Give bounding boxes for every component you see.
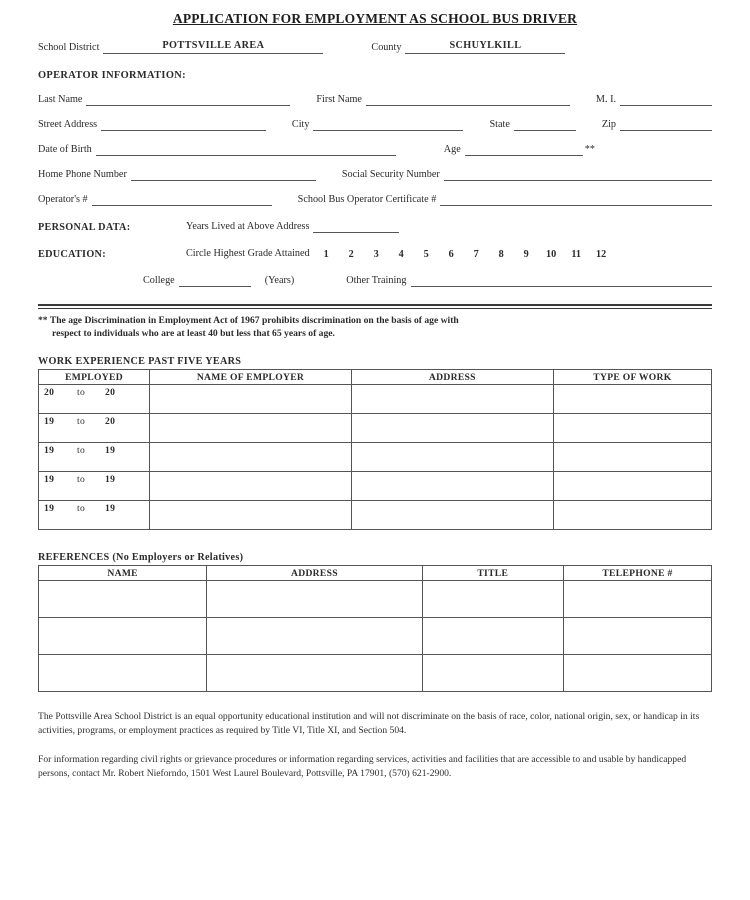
employer-name-cell[interactable] (150, 414, 352, 443)
type-of-work-cell[interactable] (553, 472, 711, 501)
year-from-prefix: 19 (44, 503, 55, 514)
reference-telephone-cell[interactable] (563, 618, 711, 655)
grade-option-12[interactable]: 12 (596, 249, 607, 260)
college-training-row (38, 275, 712, 287)
age-discrimination-note (38, 314, 712, 340)
operators-number-label: Operator's # (38, 194, 88, 205)
column-header-title: TITLE (422, 566, 563, 581)
other-training-input[interactable] (411, 275, 713, 287)
zip-input[interactable] (620, 119, 712, 131)
year-to-label: to (77, 416, 86, 427)
table-row (39, 414, 712, 443)
ssn-input[interactable] (444, 169, 712, 181)
references-title: REFERENCES (No Employers or Relatives) (38, 552, 244, 563)
grade-option-5[interactable]: 5 (423, 249, 429, 260)
street-address-input[interactable] (101, 119, 266, 131)
employer-address-cell[interactable] (351, 414, 553, 443)
accessibility-notice: For information regarding civil rights or grievance procedures or information regarding services, activities and facilities that are accessible to and usable by handicapped persons, contact Mr. Robert Nieforndo, 1501 West Laurel Boulevard, Pottsville, PA 17901, (570) 621-2900. (38, 754, 687, 779)
bus-certificate-input[interactable] (440, 194, 712, 206)
employer-address-cell[interactable] (351, 443, 553, 472)
year-to-prefix: 19 (105, 474, 116, 485)
education-label: EDUCATION: (38, 249, 106, 260)
reference-name-cell[interactable] (39, 618, 207, 655)
bus-certificate-label: School Bus Operator Certificate # (297, 194, 437, 205)
county-label: County (371, 42, 402, 53)
references-header-row (39, 566, 712, 581)
personal-data-label: PERSONAL DATA: (38, 222, 131, 233)
reference-telephone-cell[interactable] (563, 655, 711, 692)
table-row (39, 655, 712, 692)
column-header-name: NAME (39, 566, 207, 581)
column-header-employer-name: NAME OF EMPLOYER (150, 370, 352, 385)
employer-name-cell[interactable] (150, 443, 352, 472)
phone-ssn-row (38, 169, 712, 181)
equal-opportunity-notice: The Pottsville Area School District is an equal opportunity educational institution and will not discriminate on the basis of race, color, national origin, sex, or handicap in its activities, programs, or employment practices as required by Title VI, Title XI, and Section 504. (38, 711, 700, 736)
reference-title-cell[interactable] (422, 655, 563, 692)
year-to-prefix: 19 (105, 445, 116, 456)
year-from-prefix: 19 (44, 474, 55, 485)
employer-name-cell[interactable] (150, 501, 352, 530)
page-title: APPLICATION FOR EMPLOYMENT AS SCHOOL BUS DRIVER (172, 11, 578, 26)
table-row (39, 618, 712, 655)
address-row (38, 119, 712, 131)
employer-name-cell[interactable] (150, 385, 352, 414)
grade-option-1[interactable]: 1 (323, 249, 329, 260)
home-phone-input[interactable] (131, 169, 316, 181)
home-phone-label: Home Phone Number (38, 169, 127, 180)
year-to-label: to (77, 474, 86, 485)
year-from-prefix: 19 (44, 416, 55, 427)
type-of-work-cell[interactable] (553, 414, 711, 443)
first-name-input[interactable] (366, 94, 570, 106)
type-of-work-cell[interactable] (553, 443, 711, 472)
reference-address-cell[interactable] (207, 618, 422, 655)
table-row (39, 443, 712, 472)
age-footnote-marker: ** (584, 144, 595, 155)
grade-option-11[interactable]: 11 (571, 249, 581, 260)
employer-address-cell[interactable] (351, 385, 553, 414)
personal-data-row (38, 221, 712, 233)
reference-address-cell[interactable] (207, 655, 422, 692)
last-name-label: Last Name (38, 94, 83, 105)
year-to-prefix: 20 (105, 387, 116, 398)
grade-option-6[interactable]: 6 (448, 249, 454, 260)
column-header-address: ADDRESS (351, 370, 553, 385)
date-of-birth-input[interactable] (96, 144, 396, 156)
section-divider (38, 304, 712, 309)
year-to-prefix: 19 (105, 503, 116, 514)
column-header-address: ADDRESS (207, 566, 422, 581)
column-header-employed: EMPLOYED (39, 370, 150, 385)
circle-grade-label: Circle Highest Grade Attained (186, 248, 310, 259)
county-value[interactable]: SCHUYLKILL (405, 40, 565, 54)
college-label: College (143, 275, 175, 286)
grade-option-4[interactable]: 4 (398, 249, 404, 260)
table-row (39, 472, 712, 501)
middle-initial-label: M. I. (595, 94, 617, 105)
street-address-label: Street Address (38, 119, 98, 130)
column-header-type-of-work: TYPE OF WORK (553, 370, 711, 385)
employed-years-cell[interactable] (39, 472, 150, 501)
name-row (38, 94, 712, 106)
age-label: Age (443, 144, 461, 155)
state-input[interactable] (514, 119, 576, 131)
years-unit-label: (Years) (264, 275, 295, 286)
grade-option-2[interactable]: 2 (348, 249, 354, 260)
last-name-input[interactable] (86, 94, 290, 106)
work-experience-title: WORK EXPERIENCE PAST FIVE YEARS (38, 356, 242, 367)
reference-name-cell[interactable] (39, 655, 207, 692)
employer-address-cell[interactable] (351, 472, 553, 501)
college-years-input[interactable] (179, 275, 251, 287)
year-to-label: to (77, 387, 86, 398)
age-note-line-1: ** The age Discrimination in Employment Act of 1967 prohibits discrimination on the basis of age with (38, 315, 459, 326)
grade-option-10[interactable]: 10 (546, 249, 557, 260)
reference-title-cell[interactable] (422, 581, 563, 618)
operator-number-row (38, 194, 712, 206)
operators-number-input[interactable] (92, 194, 272, 206)
employed-years-cell[interactable] (39, 443, 150, 472)
school-district-value[interactable]: POTTSVILLE AREA (103, 40, 323, 54)
district-county-row (38, 40, 712, 54)
city-label: City (291, 119, 310, 130)
reference-telephone-cell[interactable] (563, 581, 711, 618)
year-to-prefix: 20 (105, 416, 116, 427)
grade-option-9[interactable]: 9 (523, 249, 529, 260)
year-from-prefix: 20 (44, 387, 55, 398)
year-from-prefix: 19 (44, 445, 55, 456)
year-to-label: to (77, 445, 86, 456)
first-name-label: First Name (316, 94, 362, 105)
table-row (39, 385, 712, 414)
table-row (39, 501, 712, 530)
employer-address-cell[interactable] (351, 501, 553, 530)
grade-option-7[interactable]: 7 (473, 249, 479, 260)
employed-years-cell[interactable] (39, 385, 150, 414)
employed-years-cell[interactable] (39, 414, 150, 443)
reference-address-cell[interactable] (207, 581, 422, 618)
reference-title-cell[interactable] (422, 618, 563, 655)
grade-choices (314, 249, 614, 260)
age-note-line-2: respect to individuals who are at least 40 but less that 65 years of age. (52, 328, 335, 339)
years-lived-label: Years Lived at Above Address (186, 221, 310, 232)
state-label: State (489, 119, 510, 130)
operator-information-heading: OPERATOR INFORMATION: (38, 70, 186, 81)
references-table (38, 565, 712, 692)
middle-initial-input[interactable] (620, 94, 712, 106)
employed-years-cell[interactable] (39, 501, 150, 530)
other-training-label: Other Training (346, 275, 407, 286)
work-experience-header-row (39, 370, 712, 385)
dob-age-row (38, 144, 712, 156)
ssn-label: Social Security Number (341, 169, 440, 180)
reference-name-cell[interactable] (39, 581, 207, 618)
age-input[interactable] (465, 144, 583, 156)
school-district-label: School District (38, 42, 100, 53)
table-row (39, 581, 712, 618)
education-row (38, 248, 712, 260)
type-of-work-cell[interactable] (553, 385, 711, 414)
employer-name-cell[interactable] (150, 472, 352, 501)
grade-option-8[interactable]: 8 (498, 249, 504, 260)
years-lived-input[interactable] (313, 221, 399, 233)
city-input[interactable] (313, 119, 463, 131)
column-header-telephone: TELEPHONE # (563, 566, 711, 581)
type-of-work-cell[interactable] (553, 501, 711, 530)
date-of-birth-label: Date of Birth (38, 144, 92, 155)
grade-option-3[interactable]: 3 (373, 249, 379, 260)
work-experience-table (38, 369, 712, 530)
zip-label: Zip (601, 119, 616, 130)
year-to-label: to (77, 503, 86, 514)
